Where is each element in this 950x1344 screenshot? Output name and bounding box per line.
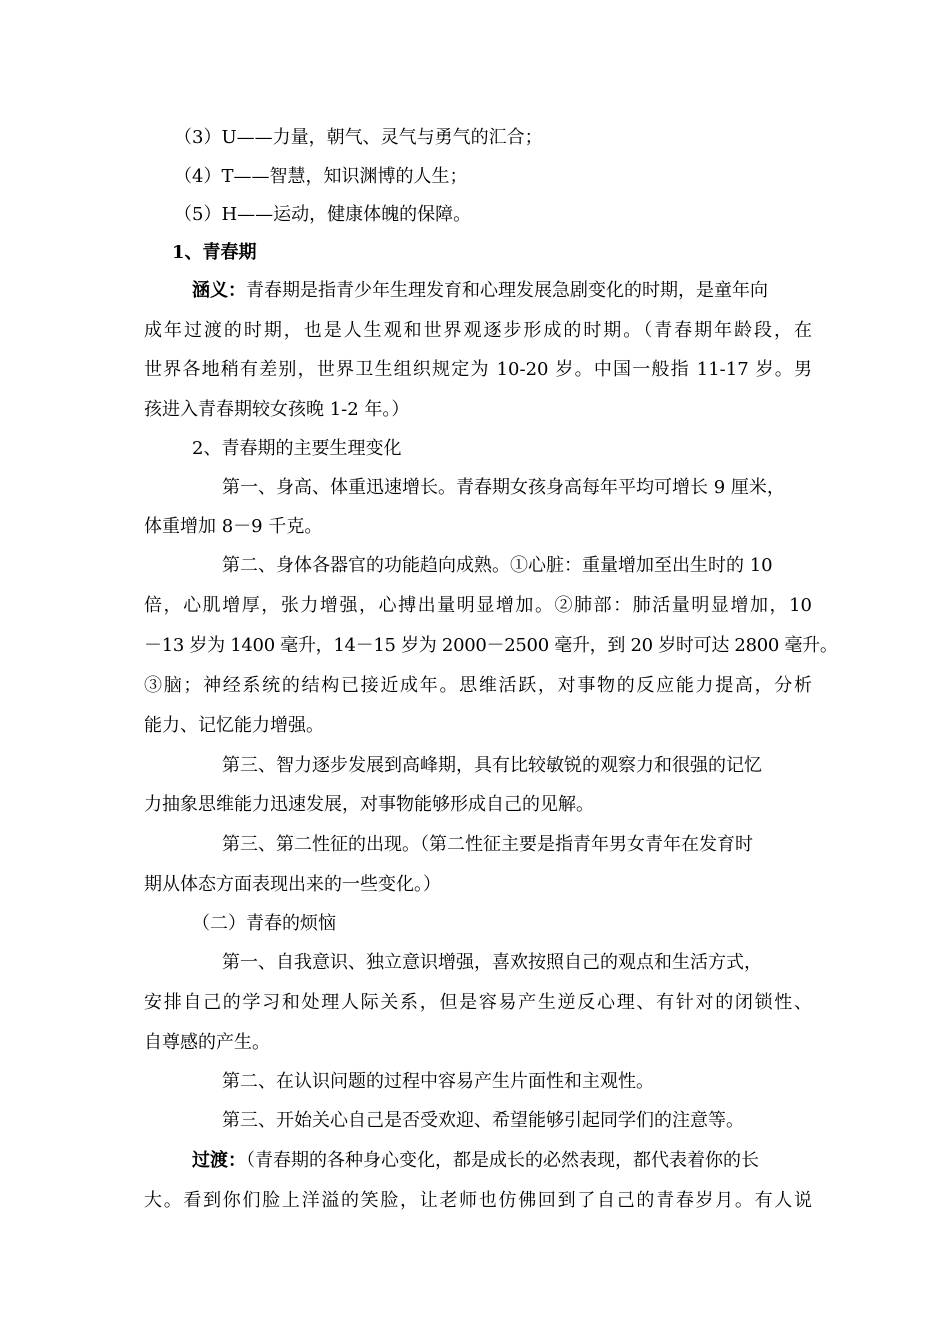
- paragraph-line: 第三、开始关心自己是否受欢迎、希望能够引起同学们的注意等。: [222, 1110, 744, 1131]
- paragraph-line: 期从体态方面表现出来的一些变化。）: [144, 874, 441, 895]
- paragraph-line: 能力、记忆能力增强。: [144, 715, 324, 736]
- paragraph-line: 第三、智力逐步发展到高峰期，具有比较敏锐的观察力和很强的记忆: [222, 755, 762, 776]
- paragraph-line: 成年过渡的时期，也是人生观和世界观逐步形成的时期。（青春期年龄段，在: [144, 320, 812, 341]
- list-item-h: （5）H——运动，健康体魄的保障。: [174, 204, 472, 225]
- paragraph-line: 世界各地稍有差别，世界卫生组织规定为 10-20 岁。中国一般指 11-17 岁。男: [144, 359, 812, 380]
- paragraph-line: 第一、自我意识、独立意识增强，喜欢按照自己的观点和生活方式，: [222, 952, 762, 973]
- paragraph-line: 体重增加 8－9 千克。: [144, 516, 323, 537]
- subheading-troubles: （二）青春的烦恼: [192, 913, 336, 934]
- paragraph-line: 第二、身体各器官的功能趋向成熟。①心脏：重量增加至出生时的 10: [222, 555, 773, 576]
- transition-label: 过渡：: [192, 1150, 246, 1171]
- paragraph-line: 第三、第二性征的出现。（第二性征主要是指青年男女青年在发育时: [222, 834, 753, 855]
- subheading-physical-changes: 2、青春期的主要生理变化: [192, 438, 402, 459]
- paragraph-line: 安排自己的学习和处理人际关系，但是容易产生逆反心理、有针对的闭锁性、: [144, 992, 812, 1013]
- definition-label: 涵义：: [192, 280, 246, 301]
- list-item-t: （4）T——智慧，知识渊博的人生；: [174, 166, 468, 187]
- paragraph-line: 自尊感的产生。: [144, 1032, 270, 1053]
- section-heading-puberty: 1、青春期: [172, 242, 257, 263]
- paragraph-line: 第二、在认识问题的过程中容易产生片面性和主观性。: [222, 1071, 654, 1092]
- list-item-u: （3）U——力量，朝气、灵气与勇气的汇合；: [174, 127, 543, 148]
- transition-first-line: [192, 1148, 759, 1174]
- transition-text: （青春期的各种身心变化，都是成长的必然表现，都代表着你的长: [246, 1150, 759, 1171]
- paragraph-line: 孩进入青春期较女孩晚 1-2 年。）: [144, 399, 410, 420]
- paragraph-line: ③脑；神经系统的结构已接近成年。思维活跃，对事物的反应能力提高，分析: [144, 675, 812, 696]
- paragraph-line: －13 岁为 1400 毫升，14－15 岁为 2000－2500 毫升，到 20 岁时可达 2800 毫升。: [144, 635, 838, 656]
- definition-text: 青春期是指青少年生理发育和心理发展急剧变化的时期，是童年向: [246, 280, 768, 301]
- paragraph-line: 力抽象思维能力迅速发展，对事物能够形成自己的见解。: [144, 794, 594, 815]
- paragraph-line: 第一、身高、体重迅速增长。青春期女孩身高每年平均可增长 9 厘米，: [222, 477, 785, 498]
- definition-first-line: [192, 278, 768, 304]
- paragraph-line: 倍，心肌增厚，张力增强，心搏出量明显增加。②肺部：肺活量明显增加，10: [144, 595, 812, 616]
- paragraph-line: 大。看到你们脸上洋溢的笑脸，让老师也仿佛回到了自己的青春岁月。有人说: [144, 1190, 812, 1211]
